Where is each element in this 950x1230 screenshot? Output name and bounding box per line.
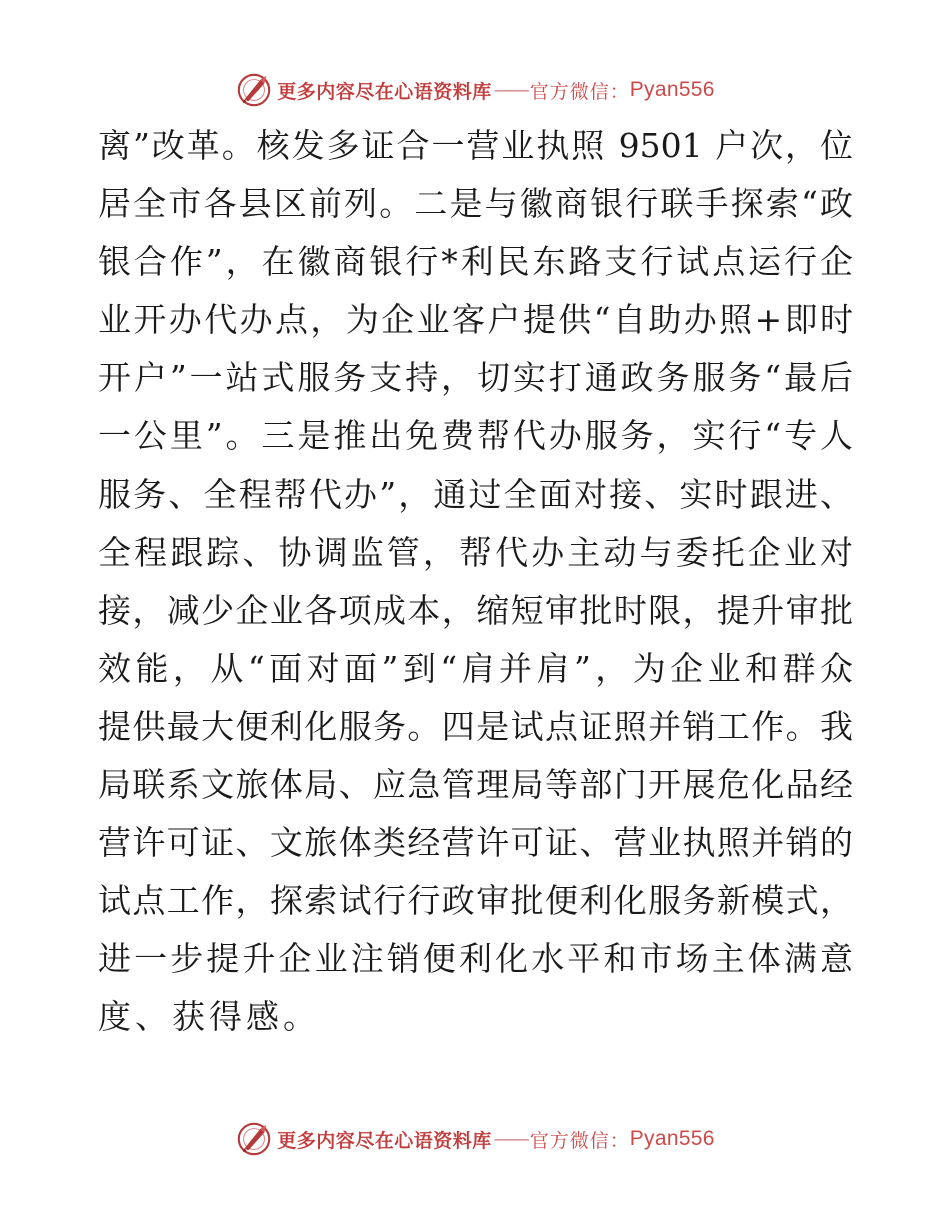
text-line-last: 度、获得感。 bbox=[98, 997, 320, 1037]
text-line: 居全市各县区前列。二是与徽商银行联手探索“政 bbox=[98, 184, 853, 224]
document-body bbox=[98, 117, 853, 1047]
text-line: 开户”一站式服务支持，切实打通政务服务“最后 bbox=[98, 358, 853, 398]
brand-text: 更多内容尽在心语资料库 bbox=[277, 1129, 492, 1152]
wechat-label: 官方微信： bbox=[529, 80, 630, 103]
quill-pen-seal-icon bbox=[235, 71, 273, 109]
text-line: 接，减少企业各项成本，缩短审批时限，提升审批 bbox=[98, 590, 853, 630]
brand-text: 更多内容尽在心语资料库 bbox=[277, 80, 492, 103]
quill-pen-seal-icon bbox=[235, 1120, 273, 1158]
text-line: 效能，从“面对面”到“肩并肩”，为企业和群众 bbox=[98, 648, 853, 688]
text-line: 全程跟踪、协调监管，帮代办主动与委托企业对 bbox=[98, 532, 853, 572]
header-banner bbox=[0, 70, 950, 110]
wechat-label: 官方微信： bbox=[529, 1129, 630, 1152]
wechat-id: Pyan556 bbox=[629, 78, 715, 101]
footer-banner bbox=[0, 1119, 950, 1159]
text-line: 试点工作，探索试行行政审批便利化服务新模式， bbox=[98, 881, 853, 921]
text-line: 局联系文旅体局、应急管理局等部门开展危化品经 bbox=[98, 765, 853, 805]
text-line: 离”改革。核发多证合一营业执照 9501 户次，位 bbox=[98, 126, 853, 165]
text-line: 银合作”，在徽商银行*利民东路支行试点运行企 bbox=[98, 242, 853, 282]
text-line: 服务、全程帮代办”，通过全面对接、实时跟进、 bbox=[98, 474, 853, 514]
text-line: 进一步提升企业注销便利化水平和市场主体满意 bbox=[98, 939, 853, 979]
text-line: 营许可证、文旅体类经营许可证、营业执照并销的 bbox=[98, 823, 853, 863]
text-line: 业开办代办点，为企业客户提供“自助办照+即时 bbox=[98, 300, 853, 340]
text-line: 一公里”。三是推出免费帮代办服务，实行“专人 bbox=[98, 416, 853, 456]
wechat-id: Pyan556 bbox=[629, 1127, 715, 1150]
text-line: 提供最大便利化服务。四是试点证照并销工作。我 bbox=[98, 706, 853, 746]
separator: —— bbox=[493, 79, 528, 101]
separator: —— bbox=[493, 1128, 528, 1150]
